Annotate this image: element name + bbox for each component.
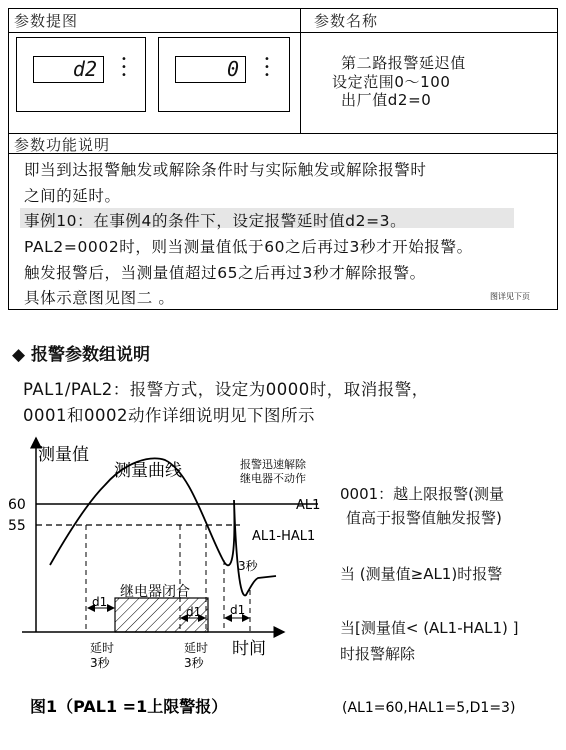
- note-trigger: 当 (测量值≥AL1)时报警: [340, 565, 503, 583]
- section-line-2: 0001和0002动作详细说明见下图所示: [23, 406, 315, 425]
- three-sec-label: 3秒: [238, 559, 258, 573]
- diamond-bullet-icon: ◆: [12, 345, 26, 365]
- param-name-title: 第二路报警延迟值: [341, 54, 466, 72]
- desc-line: 即当到达报警触发或解除条件时与实际触发或解除报警时: [24, 161, 427, 179]
- header-function-desc: 参数功能说明: [14, 136, 111, 154]
- section-line-1: PAL1/PAL2：报警方式，设定为0000时，取消报警，: [23, 380, 429, 399]
- note-0001-b: 值高于报警值触发报警): [346, 509, 502, 527]
- desc-line: 具体示意图见图二 。: [24, 289, 175, 307]
- note-release-b: 时报警解除: [340, 645, 416, 663]
- spike-label-2: 继电器不动作: [240, 472, 306, 485]
- alarm-diagram: [0, 430, 566, 750]
- tick-60: 60: [8, 497, 26, 513]
- spike-label-1: 报警迅速解除: [240, 458, 306, 471]
- relay-label: 继电器闭合: [120, 584, 190, 600]
- delay-label: 3秒: [90, 656, 110, 670]
- y-axis-label: 测量值: [38, 445, 89, 465]
- note-release-a: 当[测量值< (AL1-HAL1) ]: [340, 619, 519, 637]
- delay-label: 3秒: [184, 656, 204, 670]
- figure-params: (AL1=60,HAL1=5,D1=3): [342, 700, 516, 716]
- al1-hal1-label: AL1-HAL1: [252, 529, 316, 544]
- delay-label: 延时: [90, 641, 115, 655]
- display-readout-d2: d2: [33, 56, 104, 83]
- d1-label: d1: [92, 595, 108, 609]
- section-title: 报警参数组说明: [31, 345, 150, 365]
- figure-caption: 图1（PAL1 =1上限警报）: [30, 697, 228, 716]
- desc-line: 之间的延时。: [24, 187, 121, 205]
- d1-label: d1: [186, 605, 202, 619]
- param-range: 设定范围0～100: [332, 73, 451, 91]
- display-readout-value: 0: [175, 56, 246, 83]
- curve-label: 测量曲线: [114, 461, 182, 481]
- tick-55: 55: [8, 518, 26, 534]
- page-note: 图详见下页: [490, 292, 530, 301]
- d1-label: d1: [230, 603, 246, 617]
- colon-dots-icon: • • •: [121, 54, 127, 81]
- note-0001-a: 0001：越上限报警(测量: [340, 485, 505, 503]
- x-axis-label: 时间: [232, 639, 266, 659]
- desc-line: PAL2=0002时，则当测量值低于60之后再过3秒才开始报警。: [24, 238, 473, 256]
- desc-line-example: 事例10：在事例4的条件下，设定报警延时值d2=3。: [24, 212, 407, 230]
- header-param-name: 参数名称: [314, 12, 379, 30]
- colon-dots-icon: • • •: [264, 54, 270, 81]
- al1-label: AL1: [296, 498, 321, 513]
- delay-label: 延时: [184, 641, 209, 655]
- section-heading: [12, 340, 150, 365]
- divider: [8, 32, 558, 33]
- divider: [300, 8, 301, 133]
- param-default: 出厂值d2=0: [341, 91, 432, 109]
- header-param-figure: 参数提图: [14, 12, 79, 30]
- desc-line: 触发报警后，当测量值超过65之后再过3秒才解除报警。: [24, 264, 426, 282]
